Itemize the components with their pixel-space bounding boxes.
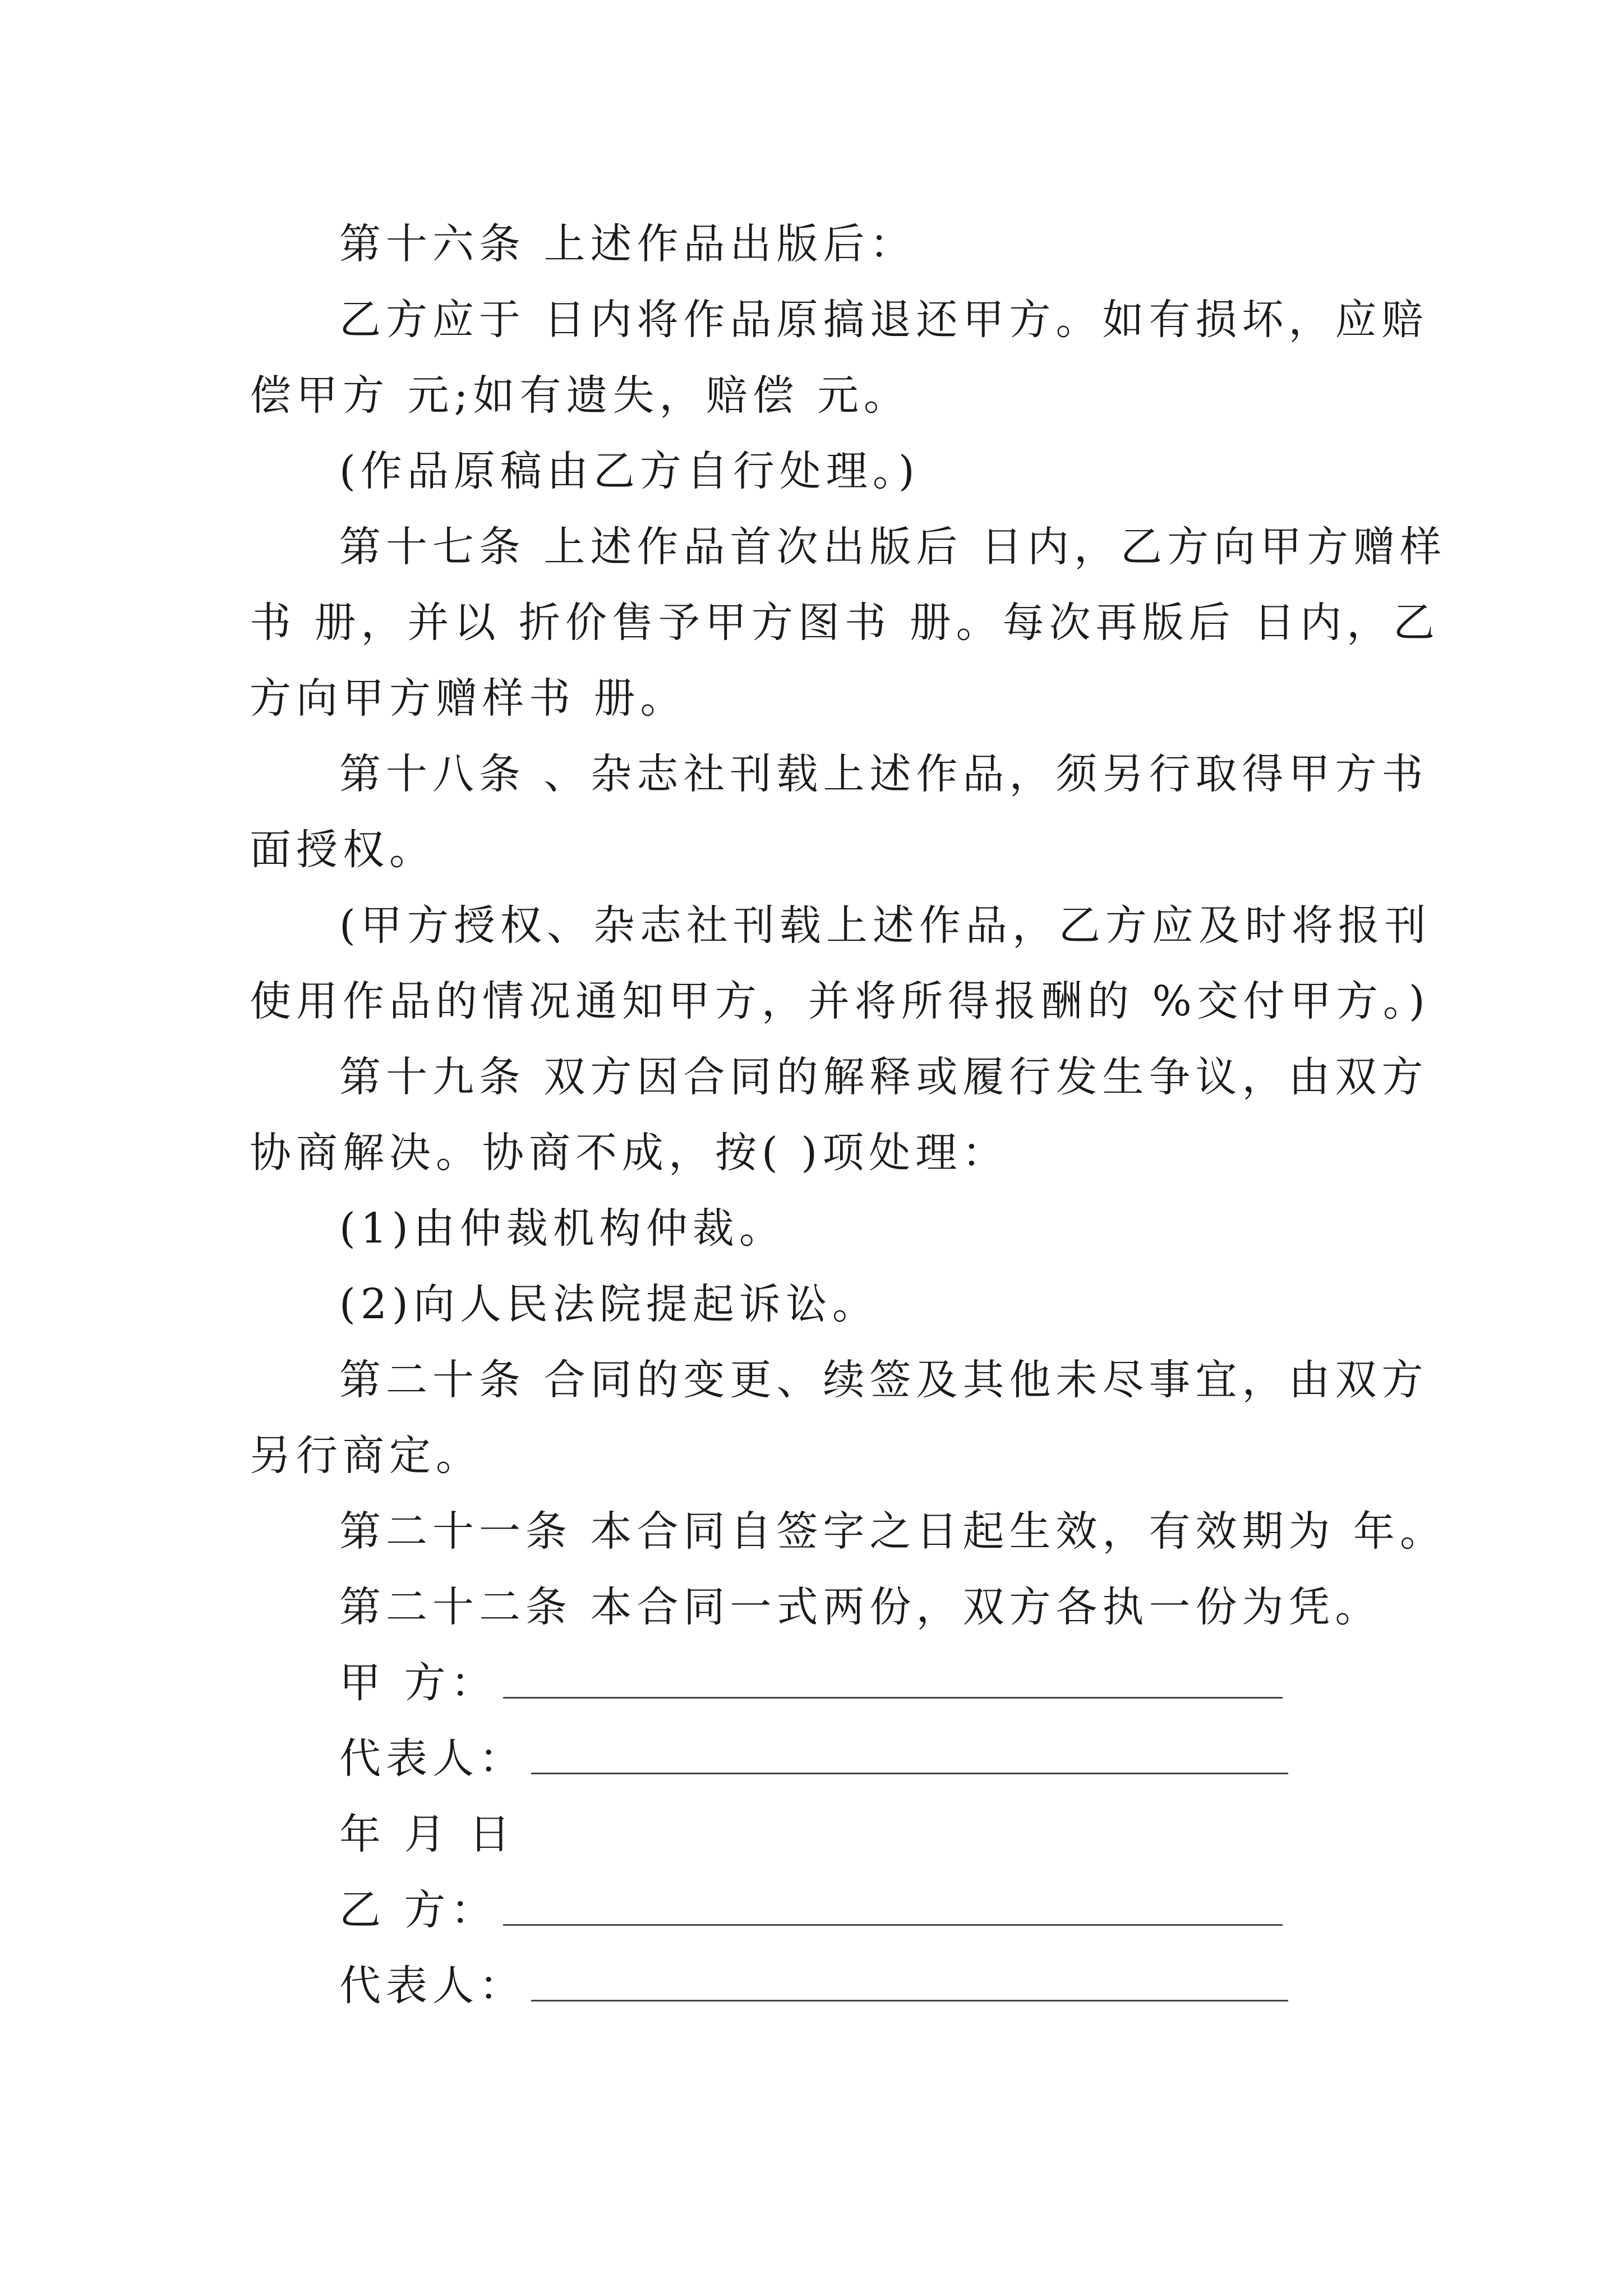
rep-a-label: 代表人： [339, 1734, 525, 1783]
article-16-text-line-1: 乙方应于 日内将作品原搞退还甲方。如有损坏，应赔 [339, 296, 1428, 344]
article-18-note-line-2: 使用作品的情况通知甲方，并将所得报酬的 %交付甲方。) [250, 977, 1430, 1025]
party-a-row [339, 1655, 1283, 1711]
article-19-option-2: (2)向人民法院提起诉讼。 [339, 1280, 879, 1328]
article-19-line-2: 协商解决。协商不成，按( )项处理： [250, 1129, 1009, 1177]
article-18-note-line-1: (甲方授权、杂志社刊载上述作品，乙方应及时将报刊 [339, 901, 1431, 950]
article-17-line-2: 书 册，并以 折价售予甲方图书 册。每次再版后 日内，乙 [250, 599, 1440, 647]
date-label: 年 月 日 [339, 1810, 516, 1858]
party-b-label: 乙 方： [339, 1886, 497, 1934]
article-18-line-2: 面授权。 [250, 826, 436, 874]
article-16-text-line-2: 偿甲方 元;如有遗失，赔偿 元。 [250, 371, 910, 420]
article-16-note: (作品原稿由乙方自行处理。) [339, 447, 920, 495]
article-20-line-1: 第二十条 合同的变更、续签及其他未尽事宜，由双方 [339, 1356, 1428, 1404]
rep-b-label: 代表人： [339, 1962, 525, 2010]
party-a-label: 甲 方： [339, 1659, 497, 1707]
article-19-line-1: 第十九条 双方因合同的解释或履行发生争议，由双方 [339, 1053, 1428, 1101]
article-17-line-1: 第十七条 上述作品首次出版后 日内，乙方向甲方赠样 [339, 523, 1447, 571]
article-20-line-2: 另行商定。 [250, 1432, 482, 1480]
rep-b-row [339, 1958, 1288, 2014]
article-18-line-1: 第十八条 、杂志社刊载上述作品，须另行取得甲方书 [339, 750, 1428, 798]
party-b-signature-line [503, 1924, 1283, 1926]
article-16-heading: 第十六条 上述作品出版后： [339, 220, 916, 268]
rep-a-row [339, 1731, 1288, 1787]
rep-b-signature-line [531, 2000, 1288, 2001]
rep-a-signature-line [531, 1773, 1288, 1774]
article-22: 第二十二条 本合同一式两份，双方各执一份为凭。 [339, 1583, 1382, 1631]
article-17-line-3: 方向甲方赠样书 册。 [250, 674, 687, 723]
article-19-option-1: (1)由仲裁机构仲裁。 [339, 1204, 786, 1253]
party-a-signature-line [503, 1697, 1283, 1699]
article-21: 第二十一条 本合同自签字之日起生效，有效期为 年。 [339, 1507, 1447, 1556]
party-b-row [339, 1882, 1283, 1938]
